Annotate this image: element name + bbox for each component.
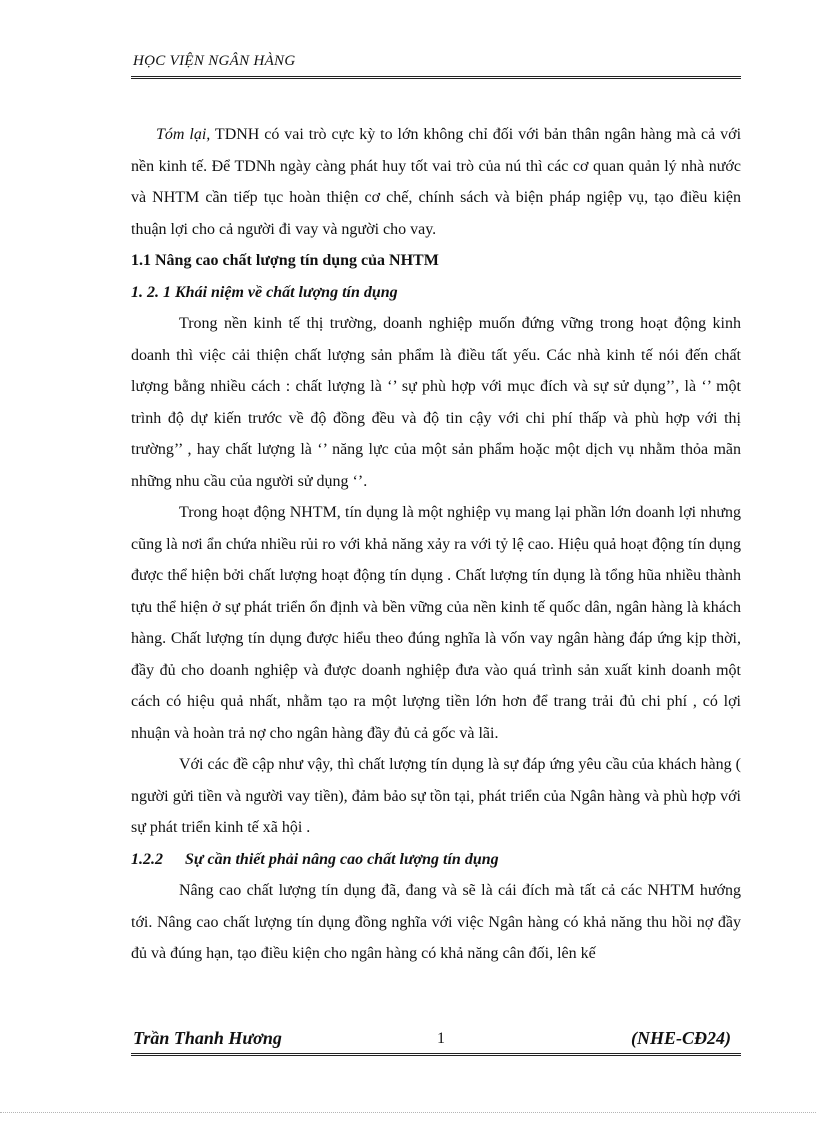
page-number: 1	[437, 1030, 445, 1047]
paragraph-summary	[131, 119, 741, 245]
paragraph-nhtm-activity: Trong hoạt động NHTM, tín dụng là một nghiệp vụ mang lại phần lớn doanh lợi nhưng cũng là nơi ẩn chứa nhiều rủi ro với khả năng xảy ra với tỷ lệ cao. Hiệu quả hoạt động tín dụng được thể hiện bởi chất lượng hoạt động tín dụng . Chất lượng tín dụng là tổng hũa nhiều thành tựu thể hiện ở sự phát triển ổn định và bền vững của nền kinh tế quốc dân, ngân hàng là khách hàng. Chất lượng tín dụng được hiểu theo đúng nghĩa là vốn vay ngân hàng đáp ứng kịp thời, đầy đủ cho doanh nghiệp và được doanh nghiệp đưa vào quá trình sản xuất kinh doanh một cách có hiệu quả nhất, nhằm tạo ra một lượng tiền lớn hơn để trang trải đủ chi phí , có lợi nhuận và hoàn trả nợ cho ngân hàng đầy đủ cả gốc và lãi.	[131, 504, 741, 742]
page-boundary-divider	[0, 1112, 816, 1113]
heading-text: Sự cần thiết phải nâng cao chất lượng tín dụng	[185, 850, 499, 868]
heading-1-1: 1.1 Nâng cao chất lượng tín dụng của NHTM	[131, 252, 439, 269]
document-body	[131, 119, 741, 970]
page-footer	[131, 1025, 741, 1056]
page-header	[131, 50, 741, 79]
heading-number: 1.2.2	[131, 850, 163, 868]
heading-1-2-1: 1. 2. 1 Khái niệm về chất lượng tín dụng	[131, 283, 398, 301]
paragraph-conclusion: Với các đề cập như vậy, thì chất lượng tín dụng là sự đáp ứng yêu cầu của khách hàng ( người gửi tiền và người vay tiền), đảm bảo sự tồn tại, phát triển của Ngân hàng và phù hợp với sự phát triển kinh tế xã hội .	[131, 756, 741, 836]
paragraph-summary-text: TDNH có vai trò cực kỳ to lớn không chỉ đối với bản thân ngân hàng mà cả với nền kinh tế. Để TDNh ngày càng phát huy tốt vai trò của nú thì các cơ quan quản lý nhà nước và NHTM cần tiếp tục hoàn thiện cơ chế, chính sách và biện pháp ngiệp vụ, tạo điều kiện thuận lợi cho cả người đi vay và người cho vay.	[131, 126, 742, 238]
footer-code: (NHE-CĐ24)	[631, 1028, 731, 1048]
paragraph-lead: Tóm lại,	[156, 126, 211, 143]
paragraph-necessity: Nâng cao chất lượng tín dụng đã, đang và sẽ là cái đích mà tất cả các NHTM hướng tới. Nâng cao chất lượng tín dụng đồng nghĩa với việc Ngân hàng có khả năng thu hồi nợ đầy đủ và đúng hạn, tạo điều kiện cho ngân hàng có khả năng cân đối, lên kế	[131, 882, 741, 962]
heading-1-2-2	[131, 844, 741, 876]
paragraph-definition: Trong nền kinh tế thị trường, doanh nghiệp muốn đứng vững trong hoạt động kinh doanh thì việc cải thiện chất lượng sản phẩm là điều tất yếu. Các nhà kinh tế nói đến chất lượng bằng nhiều cách : chất lượng là ‘’ sự phù hợp với mục đích và sự sử dụng’’, là ‘’ một trình độ dự kiến trước về độ đồng đều và độ tin cậy với chi phí thấp và phù hợp với thị trường’’ , hay chất lượng là ‘’ năng lực của một sản phẩm hoặc một dịch vụ nhằm thỏa mãn những nhu cầu của người sử dụng ‘’.	[131, 315, 741, 490]
header-title: HỌC VIỆN NGÂN HÀNG	[133, 53, 296, 69]
footer-author: Trần Thanh Hương	[133, 1028, 282, 1048]
